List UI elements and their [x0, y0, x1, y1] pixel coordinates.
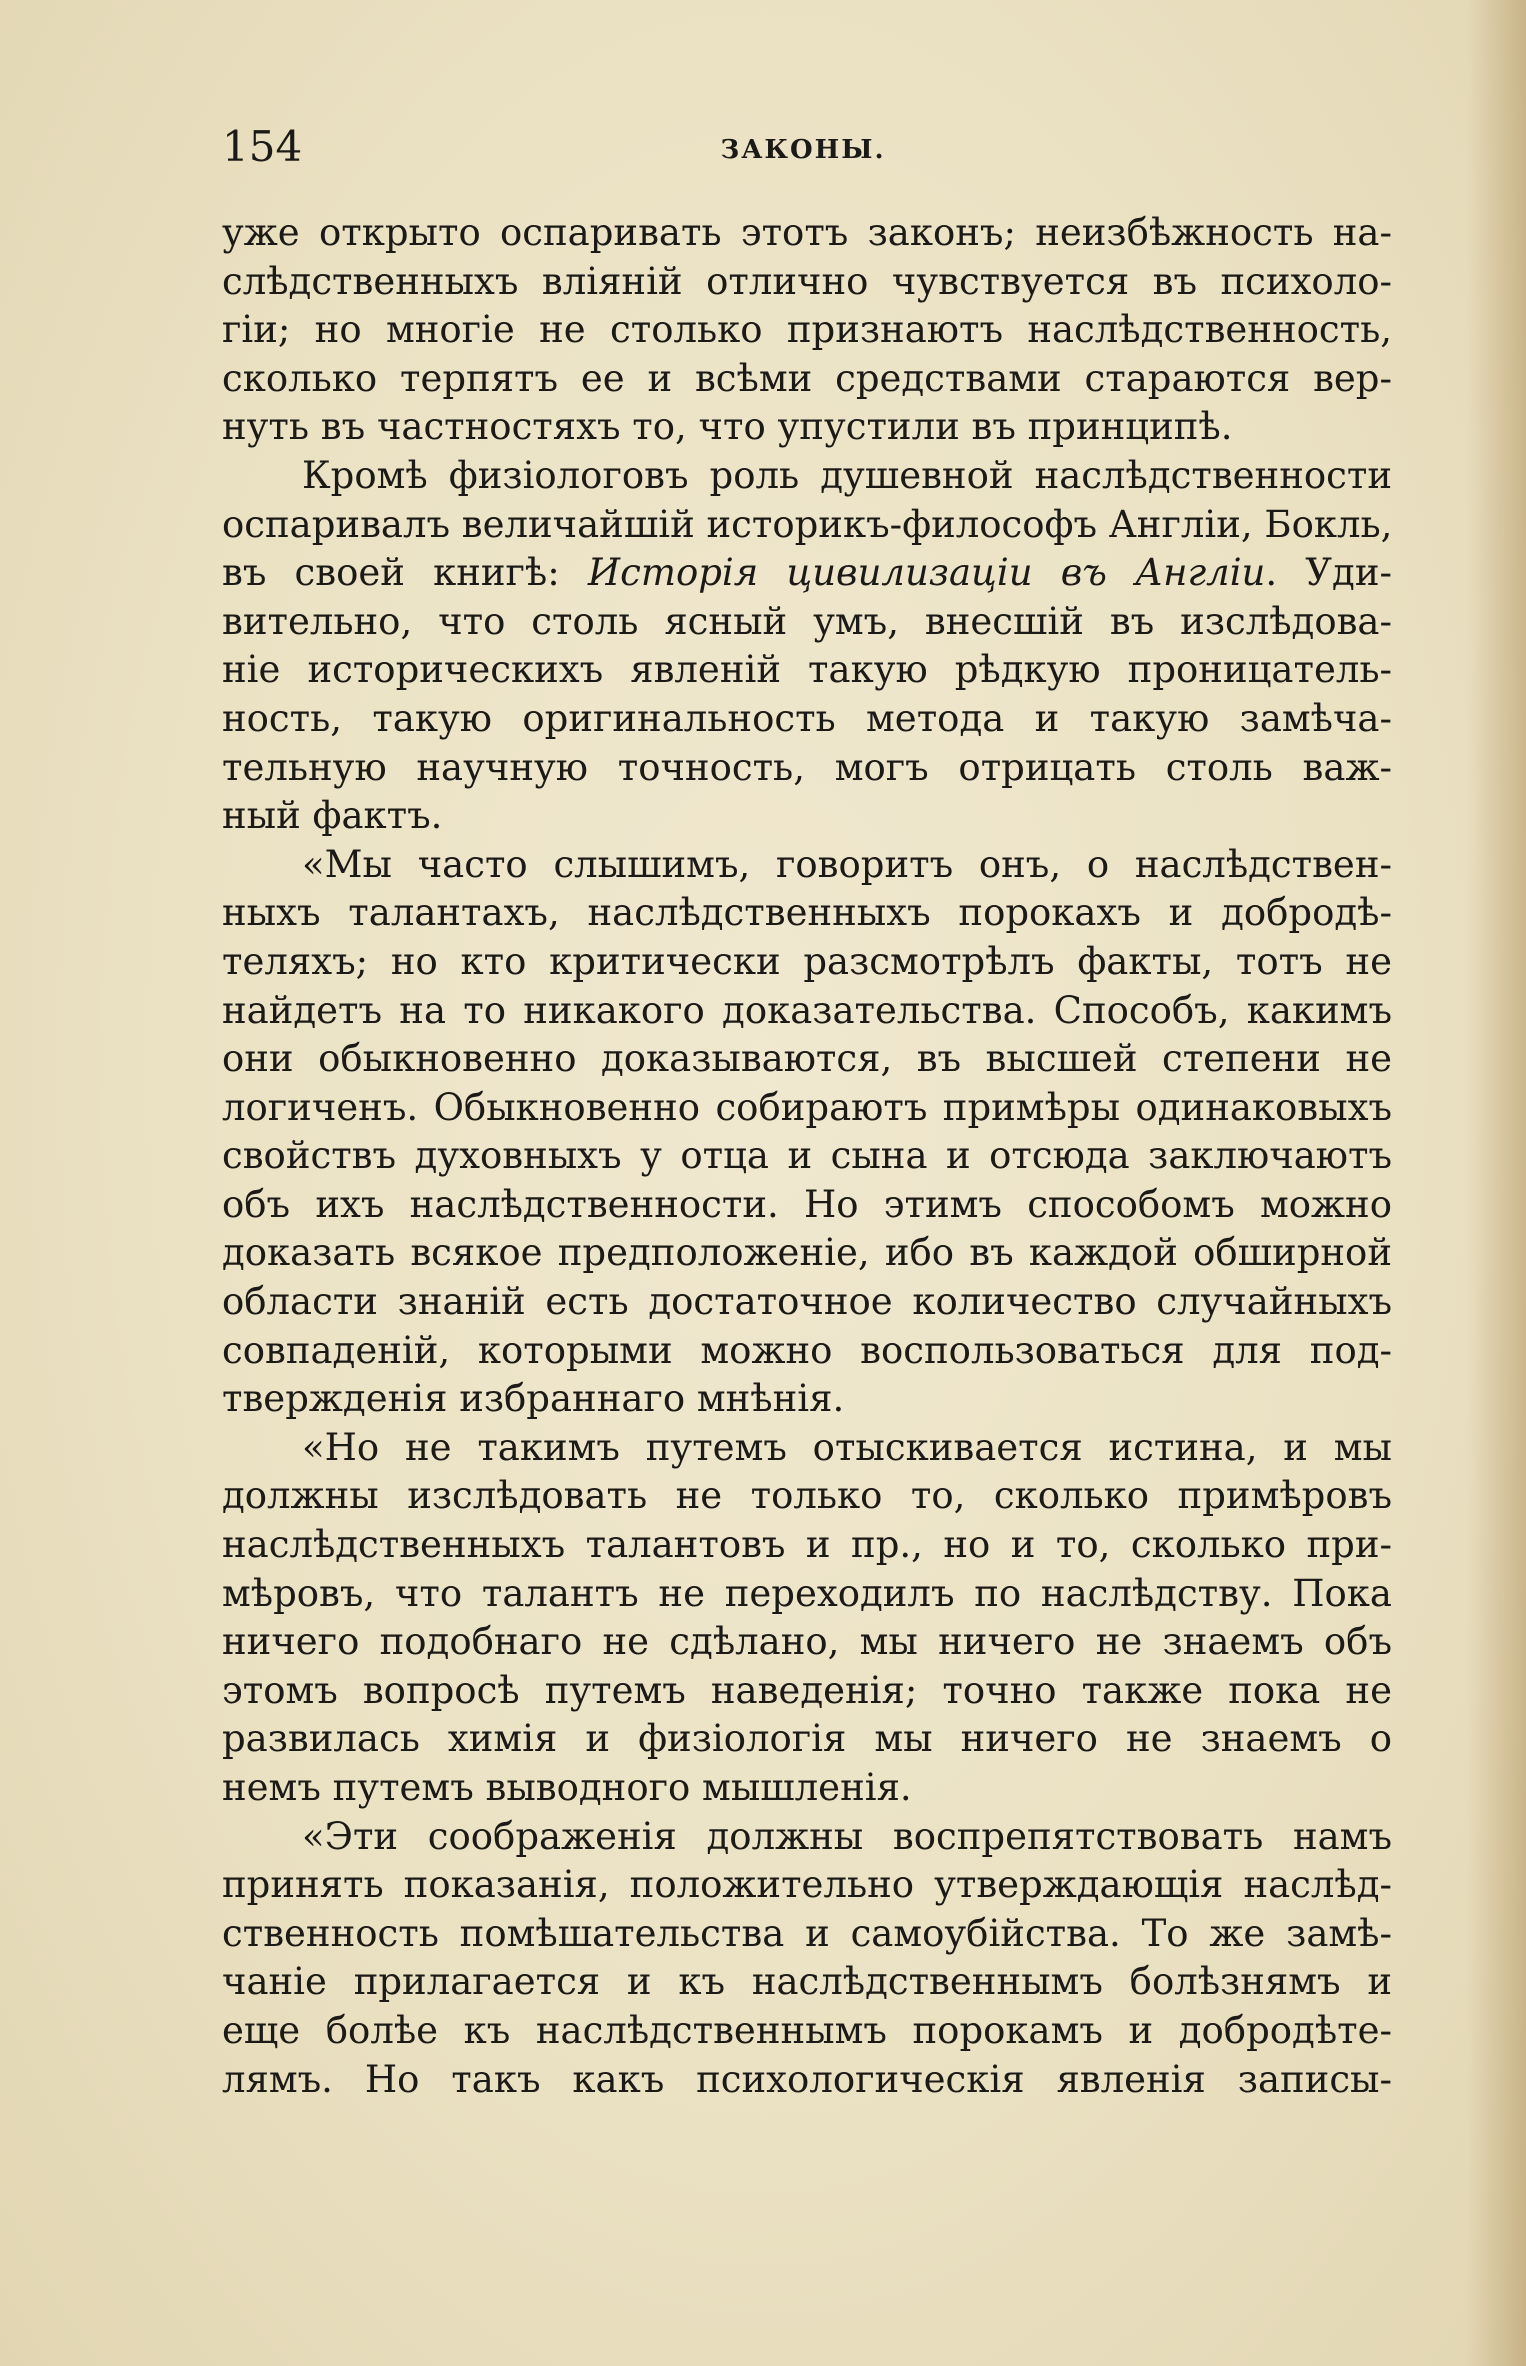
text-line: сколько терпятъ ее и всѣми средствами стараются вер- — [222, 356, 1392, 400]
text-line: вительно, что столь ясный умъ, внесшій въ изслѣдова- — [222, 599, 1392, 643]
text-line: ность, такую оригинальность метода и такую замѣча- — [222, 696, 1392, 740]
text-line: гіи; но многіе не столько признаютъ наслѣдственность, — [222, 308, 1392, 352]
text-line: ніе историческихъ явленій такую рѣдкую проницатель- — [222, 648, 1392, 692]
text-line: принять показанія, положительно утверждающія наслѣд- — [222, 1863, 1392, 1907]
text-line: ничего подобнаго не сдѣлано, мы ничего не знаемъ объ — [222, 1620, 1392, 1664]
text-line: тельную научную точность, могъ отрицать столь важ- — [222, 745, 1392, 789]
text-line: свойствъ духовныхъ у отца и сына и отсюда заключаютъ — [222, 1134, 1392, 1178]
text-line: еще болѣе къ наслѣдственнымъ порокамъ и добродѣте- — [222, 2008, 1392, 2052]
page-header — [222, 122, 1384, 172]
text-line-with-book-title — [222, 549, 1392, 598]
text-line: уже открыто оспаривать этотъ законъ; неизбѣжность на- — [222, 211, 1392, 254]
text-line: твержденія избраннаго мнѣнія. — [222, 1377, 845, 1421]
text-line: наслѣдственныхъ талантовъ и пр., но и то, сколько при- — [222, 1523, 1392, 1567]
text-line: нуть въ частностяхъ то, что упустили въ принципѣ. — [222, 405, 1233, 449]
text-line: слѣдственныхъ вліяній отлично чувствуется въ психоло- — [222, 259, 1392, 303]
line-text-before-title: въ своей книгѣ: — [222, 551, 588, 595]
text-line: оспаривалъ величайшій историкъ-философъ Англіи, Бокль, — [222, 502, 1392, 546]
text-line: мѣровъ, что талантъ не переходилъ по наслѣдству. Пока — [222, 1571, 1392, 1615]
text-line: найдетъ на то никакого доказательства. Способъ, какимъ — [222, 988, 1392, 1032]
page-edge-shadow — [1466, 0, 1526, 2366]
text-line: «Эти соображенія должны воспрепятствовать намъ — [302, 1814, 1392, 1858]
text-line: они обыкновенно доказываются, въ высшей степени не — [222, 1037, 1392, 1081]
book-title: Исторія цивилизаціи въ Англіи — [587, 551, 1266, 595]
text-line: ный фактъ. — [222, 794, 443, 838]
text-line: «Но не такимъ путемъ отыскивается истина, и мы — [302, 1425, 1392, 1469]
text-line: Кромѣ физіологовъ роль душевной наслѣдственности — [302, 453, 1392, 497]
body-text — [222, 209, 1392, 2104]
text-line: «Мы часто слышимъ, говоритъ онъ, о наслѣдствен- — [302, 842, 1392, 886]
text-line: объ ихъ наслѣдственности. Но этимъ способомъ можно — [222, 1182, 1392, 1226]
text-line: должны изслѣдовать не только то, сколько примѣровъ — [222, 1474, 1392, 1518]
running-title: ЗАКОНЫ. — [720, 135, 886, 165]
text-line: этомъ вопросѣ путемъ наведенія; точно также пока не — [222, 1668, 1392, 1712]
text-line: ныхъ талантахъ, наслѣдственныхъ порокахъ и добродѣ- — [222, 891, 1392, 935]
text-line: доказать всякое предположеніе, ибо въ каждой обширной — [222, 1231, 1392, 1275]
line-text-after-title: . Уди- — [1265, 551, 1392, 595]
text-line: теляхъ; но кто критически разсмотрѣлъ факты, тотъ не — [222, 939, 1392, 983]
text-line: ственность помѣшательства и самоубійства. То же замѣ- — [222, 1911, 1392, 1955]
text-line: области знаній есть достаточное количество случайныхъ — [222, 1280, 1392, 1324]
text-line: немъ путемъ выводного мышленія. — [222, 1766, 912, 1809]
text-line: логиченъ. Обыкновенно собираютъ примѣры одинаковыхъ — [222, 1085, 1392, 1129]
text-line: развилась химія и физіологія мы ничего не знаемъ о — [222, 1717, 1392, 1761]
text-line: совпаденій, которыми можно воспользоваться для под- — [222, 1328, 1392, 1372]
text-line: лямъ. Но такъ какъ психологическія явленія записы- — [222, 2057, 1392, 2101]
text-line: чаніе прилагается и къ наслѣдственнымъ болѣзнямъ и — [222, 1960, 1392, 2004]
page-number: 154 — [222, 122, 303, 171]
